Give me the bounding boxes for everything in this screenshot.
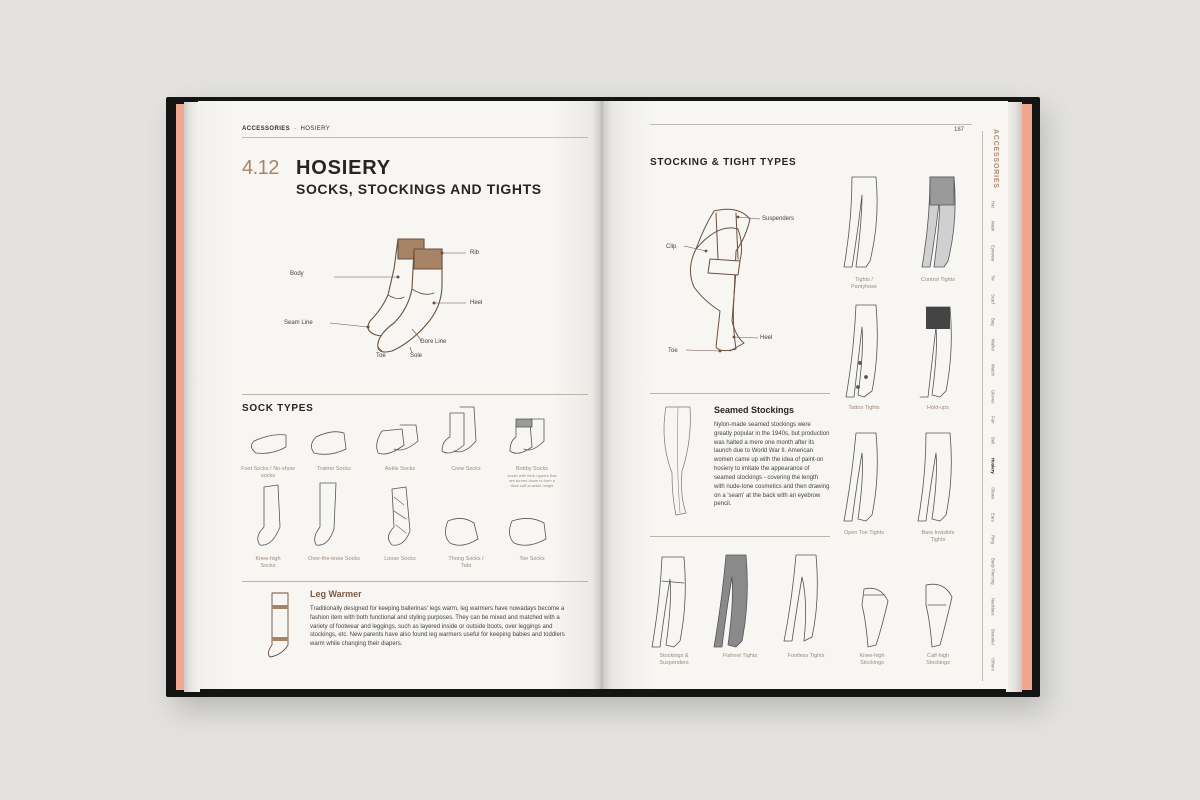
sock-type-label: Over-the-knee Socks bbox=[308, 556, 360, 562]
sock-type-note: socks with thick uppers that are turned down to form a thick cuff at ankle height bbox=[507, 473, 557, 488]
page-title: HOSIERY bbox=[296, 157, 391, 179]
side-tab-item-active[interactable]: Hosiery bbox=[990, 458, 996, 474]
seamed-stockings-text: Nylon-made seamed stockings were greatly popular in the 1940s, but production was halted a mere one month after its launch due to World War II. American women came up with the idea of paint-on hosiery to imitate the appearance of seamed stockings - covering the length with nude-tone cosmetics and then drawing on a 'seam' at the back with an eyebrow pencil. bbox=[714, 422, 830, 508]
label-toe: Toe bbox=[668, 348, 678, 354]
side-tab-item[interactable]: Wallet bbox=[990, 338, 996, 351]
right-page bbox=[600, 101, 1008, 689]
side-tab-item[interactable]: Scarf bbox=[990, 294, 996, 305]
label-body: Body bbox=[290, 271, 304, 277]
page-stack-right bbox=[1006, 102, 1022, 692]
label-gore-line: Gore Line bbox=[420, 339, 447, 345]
running-head-topic: HOSIERY bbox=[300, 126, 331, 132]
leg-warmer-illustration bbox=[262, 591, 302, 661]
tights-type-label: Control Tights bbox=[921, 277, 955, 283]
stockings-type-label: Footless Tights bbox=[787, 653, 825, 659]
page-number: 187 bbox=[954, 127, 965, 133]
side-tab-item[interactable]: Ring bbox=[990, 535, 996, 545]
sock-types-illustrations bbox=[198, 101, 600, 689]
sock-types-heading: SOCK TYPES bbox=[242, 403, 314, 414]
running-head: ACCESSORIES - HOSIERY bbox=[242, 126, 331, 132]
tights-type-label: Open Toe Tights bbox=[844, 530, 884, 536]
label-sole: Sole bbox=[410, 353, 423, 359]
side-tab-item[interactable]: Necklace bbox=[990, 597, 996, 616]
sock-type-label: Foot Socks / No-show socks bbox=[241, 466, 295, 479]
leg-warmer-text: Traditionally designed for keeping ballerinas' legs warm, leg warmers have nowadays become a fashion item with both functional and styling purposes. They can be mixed and matched with a variety of footwear and leggings, such as layered inside or outside boots, over leggings and stockings, etc. New parents have also found leg warmers useful for keeping babies and toddlers warm while changing their diapers. bbox=[310, 606, 565, 648]
side-tab-list bbox=[987, 201, 999, 671]
sock-type-label: Toe Socks bbox=[519, 556, 545, 562]
side-tab-rule bbox=[982, 131, 983, 681]
bottom-stockings-illustrations bbox=[600, 101, 1008, 689]
side-tab-item[interactable]: Hat bbox=[990, 201, 996, 208]
tights-type-label: Tattoo Tights bbox=[848, 405, 880, 411]
book-gutter bbox=[592, 101, 612, 689]
tights-type-label: Tights / Pantyhose bbox=[851, 277, 877, 290]
side-tab-item[interactable]: Belt bbox=[990, 437, 996, 445]
left-page bbox=[198, 101, 600, 689]
page-edge-left bbox=[176, 104, 184, 690]
sock-type-label: Ankle Socks bbox=[384, 466, 416, 472]
sock-type-label: Bobby Socks bbox=[515, 466, 549, 472]
label-rib: Rib bbox=[470, 250, 480, 256]
seamed-stockings-title: Seamed Stockings bbox=[714, 405, 795, 415]
label-clip: Clip bbox=[666, 244, 677, 250]
side-tab-item[interactable]: Shoes bbox=[990, 487, 996, 500]
sock-type-label: Crew Socks bbox=[451, 466, 481, 472]
tights-type-label: Bare Invisible Tights bbox=[921, 530, 955, 543]
side-tab-item[interactable]: Others bbox=[990, 657, 996, 671]
stockings-type-label: Fishnet Tights bbox=[722, 653, 758, 659]
sock-type-label: Trainer Socks bbox=[317, 466, 351, 472]
sock-type-label: Thong Socks / Tabi bbox=[448, 556, 484, 569]
side-tab-item[interactable]: Bag bbox=[990, 317, 996, 326]
side-tab-item[interactable]: Tie bbox=[990, 275, 996, 281]
side-tab-item[interactable]: Watch bbox=[990, 364, 996, 377]
label-heel: Heel bbox=[760, 335, 773, 341]
side-tab-item[interactable]: Body Piercing bbox=[990, 557, 996, 585]
sock-type-label: Knee-high Socks bbox=[255, 556, 281, 569]
leg-warmer-title: Leg Warmer bbox=[310, 589, 362, 599]
stocking-types-heading: STOCKING & TIGHT TYPES bbox=[650, 157, 797, 168]
section-number: 4.12 bbox=[242, 157, 279, 179]
side-tab-item[interactable]: Gloves bbox=[990, 389, 996, 403]
stockings-type-label: Calf-high Stockings bbox=[926, 653, 950, 666]
side-tab-item[interactable]: Bracelet bbox=[990, 628, 996, 645]
sock-type-label: Loose Socks bbox=[384, 556, 416, 562]
running-head-section: ACCESSORIES bbox=[242, 126, 291, 132]
stockings-type-label: Stockings & Suspenders bbox=[659, 653, 689, 666]
side-tab-item[interactable]: Fan bbox=[990, 416, 996, 424]
leg-warmer-rule bbox=[242, 581, 588, 582]
side-tab-main: ACCESSORIES bbox=[992, 129, 999, 189]
side-tab-item[interactable]: Mask bbox=[990, 221, 996, 232]
tights-type-label: Hold-ups bbox=[926, 405, 949, 411]
side-tab-item[interactable]: Eyewear bbox=[990, 244, 996, 262]
side-tab-item[interactable]: Ears bbox=[990, 513, 996, 522]
label-suspenders: Suspenders bbox=[762, 216, 795, 222]
stockings-type-label: Knee-high Stockings bbox=[859, 653, 885, 666]
page-subtitle: SOCKS, STOCKINGS AND TIGHTS bbox=[296, 181, 542, 197]
label-seam-line: Seam Line bbox=[284, 320, 313, 326]
label-toe: Toe bbox=[376, 353, 386, 359]
label-heel: Heel bbox=[470, 300, 483, 306]
